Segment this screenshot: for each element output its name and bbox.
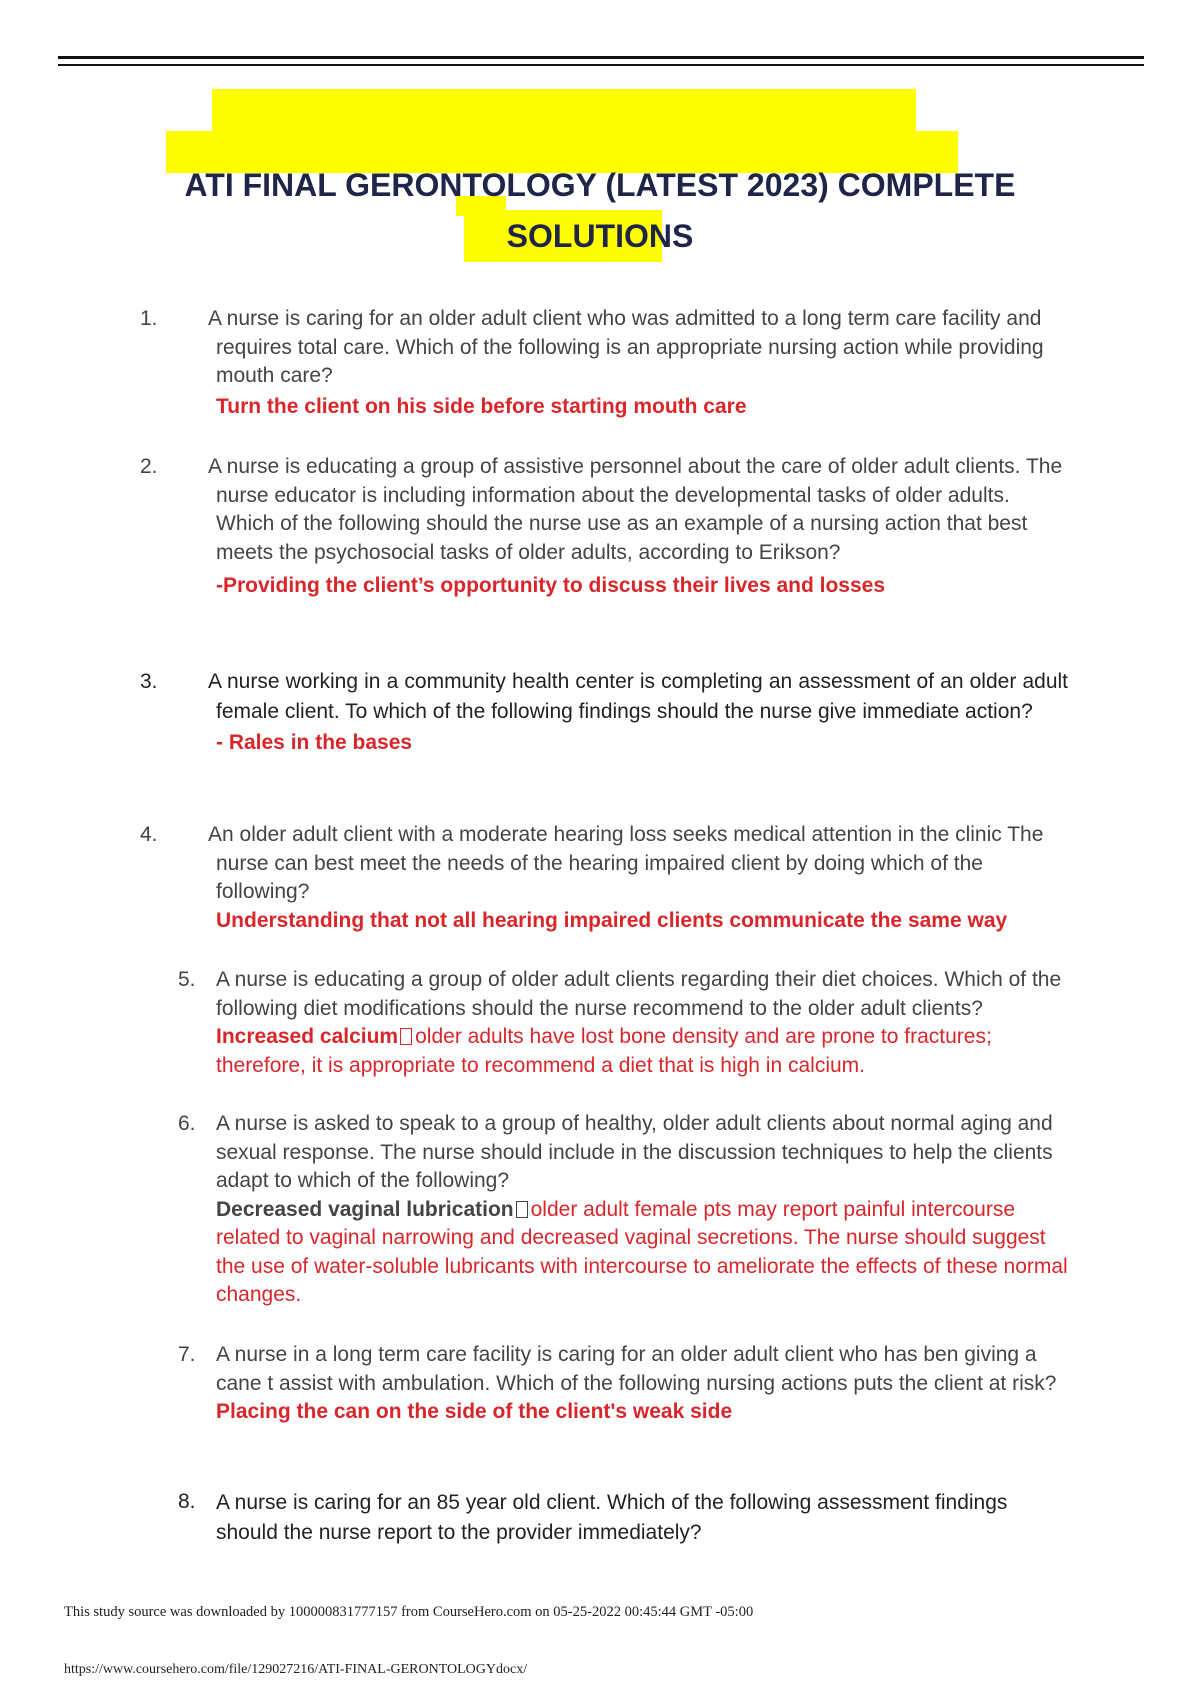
arrow-glyph-icon (516, 1201, 528, 1218)
question-number: 7. (178, 1343, 196, 1366)
title-line-1: ATI FINAL GERONTOLOGY (LATEST 2023) COMPLETE (184, 167, 1016, 203)
question-text: A nurse is educating a group of older adult clients regarding their diet choices. Which of the following diet modifications should the nurse recommend to the older adult clients? (216, 968, 1062, 1020)
answer-text: -Providing the client’s opportunity to discuss their lives and losses (216, 574, 886, 597)
question-7 (178, 1341, 1068, 1427)
source-url: https://www.coursehero.com/file/129027216/ATI-FINAL-GERONTOLOGYdocx/ (64, 1662, 528, 1677)
question-number: 2. (140, 455, 158, 478)
explanation-text: older adults have lost bone density and are prone to fractures; therefore, it is appropriate to recommend a diet that is high in calcium. (216, 1025, 992, 1077)
top-rule-thick (58, 56, 1144, 59)
question-2 (140, 453, 1068, 601)
answer-text: Placing the can on the side of the client's weak side (216, 1400, 733, 1423)
question-8 (178, 1488, 1068, 1548)
document-title (130, 160, 1070, 262)
top-rule-thin (58, 64, 1144, 66)
question-number: 6. (178, 1112, 196, 1135)
question-text: A nurse is educating a group of assistive personnel about the care of older adult clients. The nurse educator is including information about the developmental tasks of older adults. Which of the following should the nurse use as an example of a nursing action that best meets the psychosocial tasks of older adults, according to Erikson? (208, 455, 1063, 564)
question-text: A nurse in a long term care facility is caring for an older adult client who has ben giving a cane t assist with ambulation. Which of the following nursing actions puts the client at risk? (216, 1343, 1057, 1395)
question-number: 3. (140, 670, 158, 693)
answer-text: Understanding that not all hearing impaired clients communicate the same way (216, 908, 1008, 932)
answer-text: Increased calcium (216, 1025, 399, 1048)
question-number: 5. (178, 968, 196, 991)
question-text: A nurse is caring for an 85 year old client. Which of the following assessment findings should the nurse report to the provider immediately? (216, 1491, 1008, 1544)
question-text: A nurse is asked to speak to a group of healthy, older adult clients about normal aging and sexual response. The nurse should include in the discussion techniques to help the clients adapt to which of the following? (216, 1112, 1053, 1192)
arrow-glyph-icon (400, 1028, 412, 1045)
title-line-2: SOLUTIONS (506, 218, 694, 254)
question-3 (140, 667, 1068, 758)
download-notice: This study source was downloaded by 100000831777157 from CourseHero.com on 05-25-2022 00:45:44 GMT -05:00 (64, 1604, 754, 1620)
answer-text: Turn the client on his side before starting mouth care (216, 394, 747, 418)
answer-text: Decreased vaginal lubrication (216, 1197, 514, 1221)
question-4 (140, 821, 1068, 935)
question-text: A nurse is caring for an older adult client who was admitted to a long term care facility and requires total care. Which of the following is an appropriate nursing action while providing mouth care? (208, 307, 1044, 387)
question-number: 1. (140, 307, 158, 330)
answer-text: - Rales in the bases (216, 731, 413, 754)
question-number: 4. (140, 823, 158, 846)
highlight-mark (212, 89, 916, 135)
question-text: A nurse working in a community health center is completing an assessment of an older adult female client. To which of the following findings should the nurse give immediate action? (208, 670, 1068, 723)
question-number: 8. (178, 1490, 196, 1513)
question-text: An older adult client with a moderate hearing loss seeks medical attention in the clinic The nurse can best meet the needs of the hearing impaired client by doing which of the following? (208, 823, 1044, 903)
question-1 (140, 305, 1068, 421)
question-6 (178, 1110, 1068, 1310)
explanation-text: older adult female pts may report painful intercourse related to vaginal narrowing and decreased vaginal secretions. The nurse should suggest the use of water-soluble lubricants with intercourse to ameliorate the effects of these normal changes. (216, 1197, 1068, 1306)
question-5 (178, 966, 1068, 1080)
